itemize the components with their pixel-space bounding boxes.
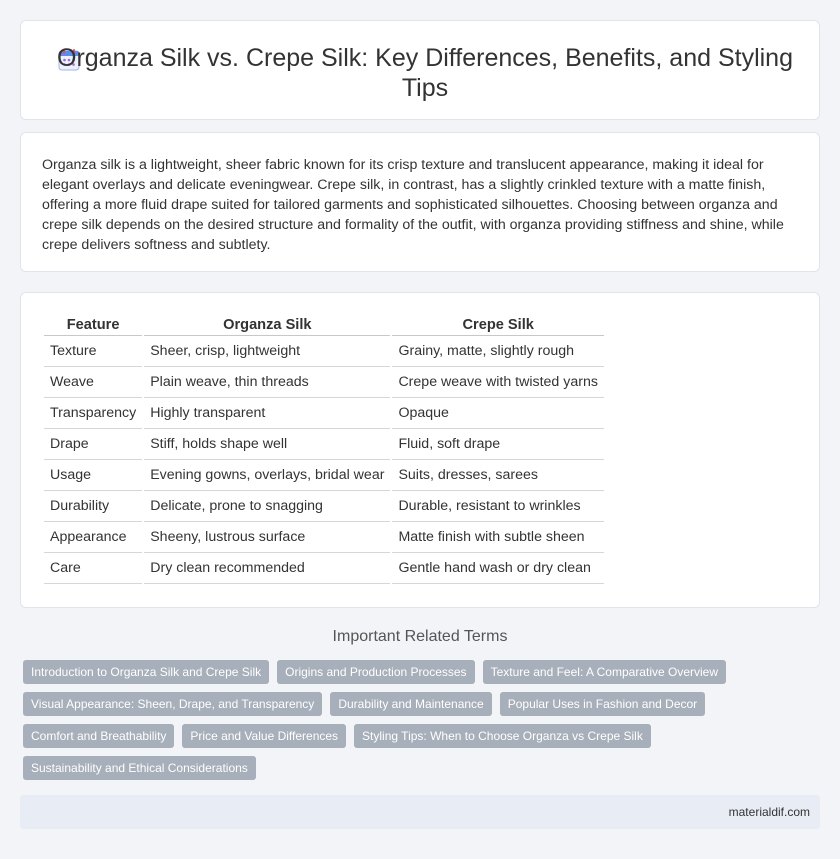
cell-organza: Sheeny, lustrous surface [144, 522, 390, 553]
header-feature: Feature [44, 313, 142, 336]
cell-organza: Highly transparent [144, 398, 390, 429]
table-row [44, 522, 604, 553]
intro-card [20, 132, 820, 272]
page-title-text: Organza Silk vs. Crepe Silk: Key Differences, Benefits, and Styling Tips [57, 44, 793, 102]
table-row [44, 336, 604, 367]
cell-crepe: Grainy, matte, slightly rough [392, 336, 604, 367]
related-term-tag[interactable]: Introduction to Organza Silk and Crepe Silk [23, 660, 269, 684]
related-terms-title: Important Related Terms [332, 628, 508, 645]
table-row [44, 460, 604, 491]
related-term-tag[interactable]: Popular Uses in Fashion and Decor [500, 692, 705, 716]
cell-feature: Appearance [44, 522, 142, 553]
header-crepe: Crepe Silk [392, 313, 604, 336]
table-header-row [44, 313, 604, 336]
footer-site-name[interactable]: materialdif.com [728, 805, 810, 819]
cell-feature: Texture [44, 336, 142, 367]
related-term-tag[interactable]: Durability and Maintenance [330, 692, 491, 716]
related-term-tag[interactable]: Origins and Production Processes [277, 660, 474, 684]
footer [20, 795, 820, 829]
cell-feature: Drape [44, 429, 142, 460]
related-term-tag[interactable]: Sustainability and Ethical Considerations [23, 756, 256, 780]
cell-crepe: Crepe weave with twisted yarns [392, 367, 604, 398]
cell-organza: Dry clean recommended [144, 553, 390, 584]
cell-organza: Plain weave, thin threads [144, 367, 390, 398]
related-term-tag[interactable]: Comfort and Breathability [23, 724, 174, 748]
cell-crepe: Matte finish with subtle sheen [392, 522, 604, 553]
cell-crepe: Durable, resistant to wrinkles [392, 491, 604, 522]
title-card [20, 20, 820, 120]
cell-feature: Care [44, 553, 142, 584]
intro-paragraph: Organza silk is a lightweight, sheer fabric known for its crisp texture and translucent appearance, making it ideal for elegant overlays and delicate eveningwear. Crepe silk, in contrast, has a slightly crinkled texture with a matte finish, offering a more fluid drape suited for tailored garments and sophisticated silhouettes. Choosing between organza and crepe silk depends on the desired structure and formality of the outfit, with organza providing stiffness and shine, while crepe delivers softness and subtlety. [42, 157, 784, 253]
cell-organza: Delicate, prone to snagging [144, 491, 390, 522]
cell-feature: Transparency [44, 398, 142, 429]
related-terms-list [23, 660, 813, 780]
table-row [44, 491, 604, 522]
cell-crepe: Opaque [392, 398, 604, 429]
comparison-card [20, 292, 820, 608]
cell-crepe: Gentle hand wash or dry clean [392, 553, 604, 584]
related-term-tag[interactable]: Texture and Feel: A Comparative Overview [483, 660, 726, 684]
header-organza: Organza Silk [144, 313, 390, 336]
related-term-tag[interactable]: Visual Appearance: Sheen, Drape, and Transparency [23, 692, 322, 716]
cell-crepe: Suits, dresses, sarees [392, 460, 604, 491]
table-row [44, 553, 604, 584]
table-row [44, 398, 604, 429]
cell-feature: Weave [44, 367, 142, 398]
cell-organza: Evening gowns, overlays, bridal wear [144, 460, 390, 491]
table-row [44, 367, 604, 398]
table-row [44, 429, 604, 460]
cell-organza: Stiff, holds shape well [144, 429, 390, 460]
comparison-table [42, 313, 606, 584]
cell-feature: Usage [44, 460, 142, 491]
page-title [51, 43, 799, 103]
cell-feature: Durability [44, 491, 142, 522]
cell-crepe: Fluid, soft drape [392, 429, 604, 460]
related-term-tag[interactable]: Price and Value Differences [182, 724, 346, 748]
related-term-tag[interactable]: Styling Tips: When to Choose Organza vs Crepe Silk [354, 724, 651, 748]
cell-organza: Sheer, crisp, lightweight [144, 336, 390, 367]
